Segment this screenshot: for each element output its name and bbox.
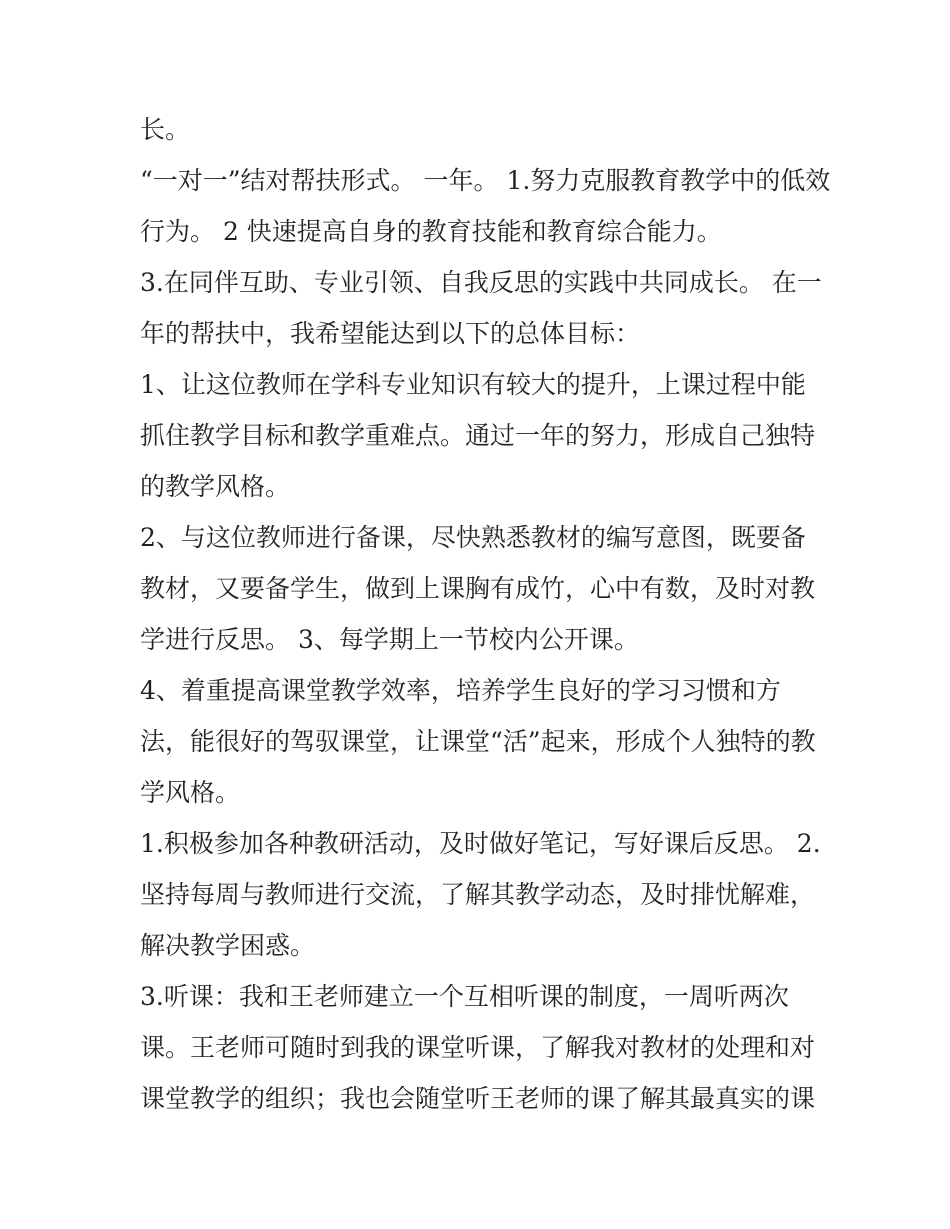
text-line-12: 4、着重提高课堂教学效率，培养学生良好的学习习惯和方: [140, 676, 781, 705]
text-line-20: 课堂教学的组织；我也会随堂听王老师的课了解其最真实的课: [140, 1084, 816, 1113]
text-line-19: 课。王老师可随时到我的课堂听课，了解我对教材的处理和对: [140, 1033, 816, 1062]
text-line-13: 法，能很好的驾驭课堂，让课堂“活”起来，形成个人独特的教: [140, 727, 816, 756]
text-line-1: 长。: [140, 115, 191, 144]
text-line-15: 1.积极参加各种教研活动，及时做好笔记，写好课后反思。 2.: [140, 829, 821, 858]
text-line-4: 3.在同伴互助、专业引领、自我反思的实践中共同成长。 在一: [140, 268, 822, 297]
text-line-11: 学进行反思。 3、每学期上一节校内公开课。: [140, 625, 639, 654]
text-line-6: 1、让这位教师在学科专业知识有较大的提升，上课过程中能: [140, 370, 806, 399]
document-body: [140, 104, 831, 1124]
text-line-9: 2、与这位教师进行备课，尽快熟悉教材的编写意图，既要备: [140, 523, 806, 552]
text-line-17: 解决教学困惑。: [140, 931, 316, 960]
text-line-5: 年的帮扶中，我希望能达到以下的总体目标：: [140, 319, 641, 348]
text-line-16: 坚持每周与教师进行交流，了解其教学动态，及时排忧解难，: [140, 880, 816, 909]
text-line-2: “一对一”结对帮扶形式。 一年。 1.努力克服教育教学中的低效: [140, 166, 831, 195]
text-line-7: 抓住教学目标和教学重难点。通过一年的努力，形成自己独特: [140, 421, 816, 450]
text-line-10: 教材，又要备学生，做到上课胸有成竹，心中有数，及时对教: [140, 574, 816, 603]
text-line-18: 3.听课：我和王老师建立一个互相听课的制度，一周听两次: [140, 982, 789, 1011]
text-line-3: 行为。 2 快速提高自身的教育技能和教育综合能力。: [140, 217, 722, 246]
text-line-14: 学风格。: [140, 778, 241, 807]
text-line-8: 的教学风格。: [140, 472, 291, 501]
